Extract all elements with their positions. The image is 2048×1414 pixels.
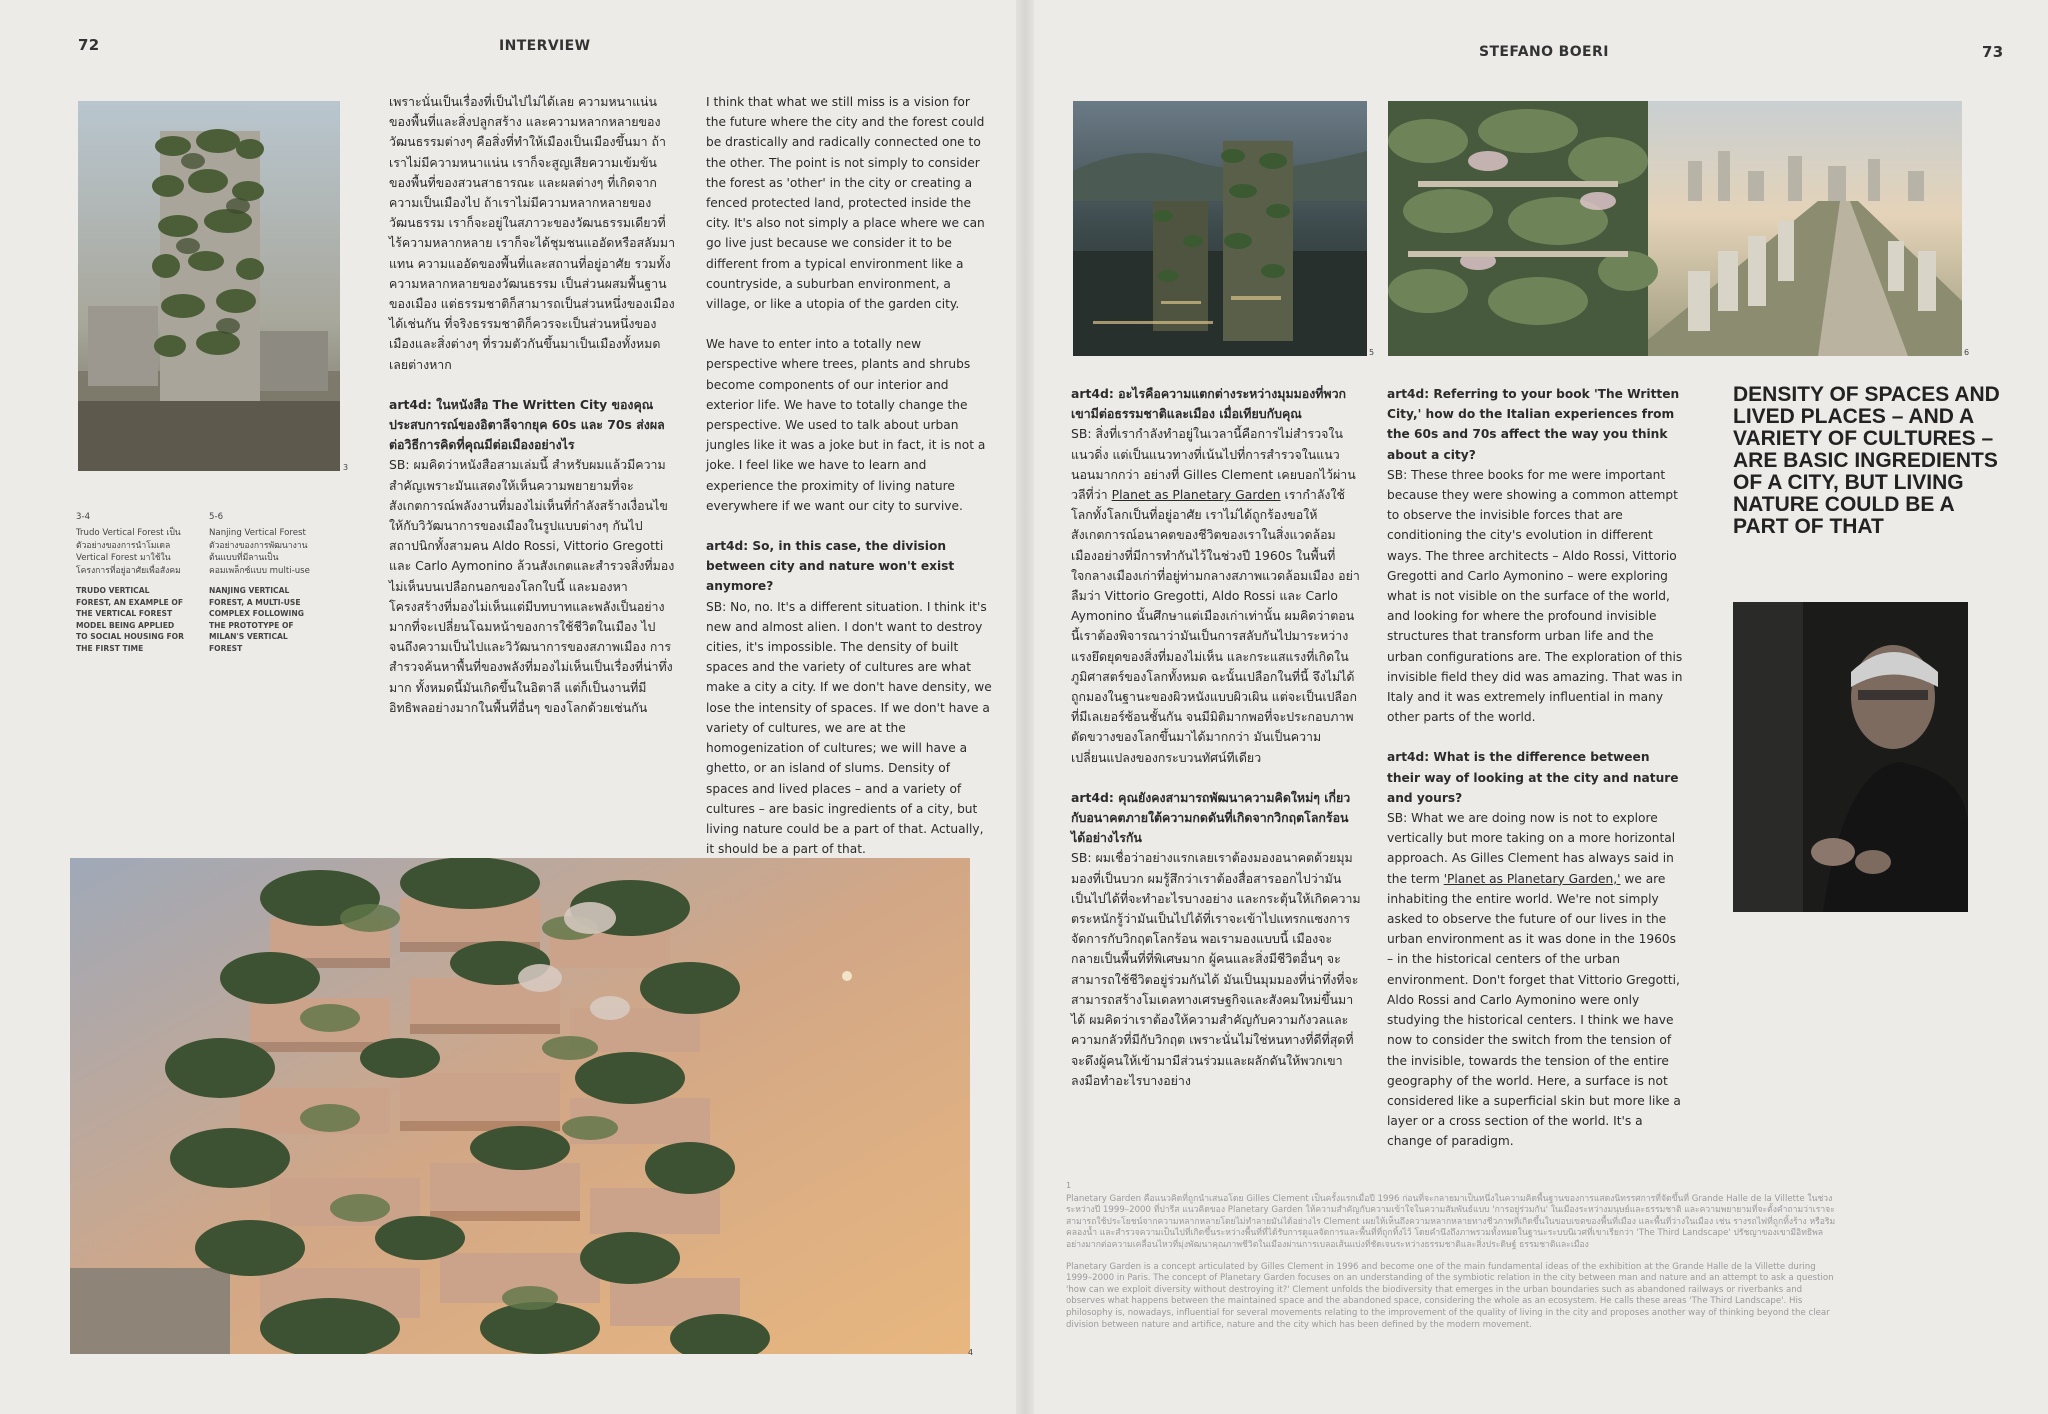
thai-answer-2-part-a: SB: สิ่งที่เรากำลังทำอยู่ในเวลานี้คือการไม่สำรวจในแนวดิ่ง แต่เป็นแนวทางที่เน้นไปที่การสำรวจในแนวนอนมากกว่า อย่างที่ Gilles Clement เคยบอกไว้ผ่านวลีที่ว่า — [1071, 426, 1356, 503]
running-head-right: STEFANO BOERI — [1479, 44, 1609, 60]
thai-answer-1: SB: ผมคิดว่าหนังสือสามเล่มนี้ สำหรับผมแล้วมีความสำคัญเพราะมันแสดงให้เห็นความพยายามที่จะสังเกตการณ์พลังงานที่มองไม่เห็นที่กำลังสร้างเงื่อนไขให้กับวิวัฒนาการของเมืองในรูปแบบต่างๆ กันไป สถาปนิกทั้งสามคน Aldo Rossi, Vittorio Gregotti และ Carlo Aymonino ล้วนสังเกตและสำรวจสิ่งที่มองไม่เห็นบนเปลือกนอกของโลกใบนี้ และมองหาโครงสร้างที่มองไม่เห็นแต่มีบทบาทและพลังเป็นอย่างมากที่จะเปลี่ยนโฉมหน้าของการใช้ชีวิตในเมือง ไปจนถึงความเป็นไปและวิวัฒนาการของสภาพเมือง การสำรวจค้นหาพื้นที่ของพลังที่มองไม่เห็นเป็นเรื่องที่น่าทึ่งมาก ทั้งหมดนี้มันเกิดขึ้นในอิตาลี แต่ก็เป็นงานที่มีอิทธิพลอย่างมากในพื้นที่อื่นๆ ของโลกด้วยเช่นกัน — [389, 457, 675, 715]
page-number-right: 73 — [1982, 43, 2004, 61]
thai-column-right — [1071, 384, 1361, 1111]
book-gutter — [1016, 0, 1034, 1414]
photo-trudo-tower — [78, 101, 340, 471]
photo-nanjing-towers — [1073, 101, 1367, 356]
page-number-left: 72 — [78, 36, 100, 54]
thai-question-3: art4d: คุณยังคงสามารถพัฒนาความคิดใหม่ๆ เกี่ยวกับอนาคตภายใต้ความกดดันที่เกิดจากวิกฤตโลกร้อนได้อย่างไรกัน — [1071, 789, 1351, 846]
footnote-thai: Planetary Garden คือแนวคิดที่ถูกนำเสนอโดย Gilles Clement เป็นครั้งแรกเมื่อปี 1996 ก่อนที่จะกลายมาเป็นหนึ่งในความคิดพื้นฐานของการแสดงนิทรรศการที่จัดขึ้นที่ Grande Halle de la Villette ในช่วงระหว่างปี 1999–2000 ที่ปารีส แนวคิดของ Planetary Garden ให้ความสำคัญกับความเข้าใจในความสัมพันธ์แบบ 'การอยู่ร่วมกัน' ในเมืองระหว่างมนุษย์และธรรมชาติ และความพยายามที่จะตั้งคำถามว่าเราจะสามารถใช้ประโยชน์จากความหลากหลายโดยไม่ทำลายมันได้อย่างไร Clement เผยให้เห็นถึงความหลากหลายทางชีวภาพที่เกิดขึ้นในขอบเขตของพื้นที่เมือง และพื้นที่ว่างในเมือง เช่น รางรถไฟที่ถูกทิ้งร้าง หรือริมคลองน้ำ และสำรวจความเป็นไปที่เกิดขึ้นระหว่างพื้นที่ที่ได้รับการดูแลจัดการและพื้นที่ที่ถูกทิ้งไว้ โดยคำนึงถึงภาพรวมทั้งหมดในฐานะระบบนิเวศที่เขาเรียกว่า 'The Third Landscape' ปรัชญาของเขามีอิทธิพลอย่างมากต่อความเคลื่อนไหวที่มุ่งพัฒนาคุณภาพชีวิตในเมืองผ่านการเบลอเส้นแบ่งที่ชัดเจนระหว่างธรรมชาติและสิ่งประดิษฐ์ ธรรมชาติและเมือง — [1066, 1193, 1836, 1250]
english-question-2: art4d: Referring to your book 'The Written City,' how do the Italian experiences from the 60s and 70s affect the way you think about a city? — [1387, 387, 1680, 462]
footnote — [1066, 1180, 1840, 1331]
caption-3-4-number: 3-4 — [76, 512, 91, 522]
thai-paragraph-1: เพราะนั่นเป็นเรื่องที่เป็นไปไม่ได้เลย ความหนาแน่นของพื้นที่และสิ่งปลูกสร้าง และความหลากหลายของวัฒนธรรมต่างๆ คือสิ่งที่ทำให้เมืองเป็นเมืองขึ้นมา ถ้าเราไม่มีความหนาแน่น เราก็จะสูญเสียความเข้มข้นของพื้นที่ของสวนสาธารณะ และผลต่างๆ ที่เกิดจากความเป็นเมืองไป ถ้าเราไม่มีความหลากหลายของวัฒนธรรม เราก็จะอยู่ในสภาวะของวัฒนธรรมเดียวที่ไร้ความหลากหลาย เราก็จะได้ชุมชนแออัดหรือสลัมมาแทน ความแออัดของพื้นที่และสถานที่อยู่อาศัย รวมทั้งความหลากหลายของวัฒนธรรม เป็นส่วนผสมพื้นฐานของเมือง แต่ธรรมชาติก็สามารถเป็นส่วนหนึ่งของเมืองได้เช่นกัน ที่จริงธรรมชาติก็ควรจะเป็นส่วนหนึ่งของเมืองและสิ่งต่างๆ ที่รวมตัวกันขึ้นมาเป็นเมืองทั้งหมดเลยต่างหาก — [389, 94, 676, 372]
english-paragraph-2: We have to enter into a totally new perspective where trees, plants and shrubs become components of our interior and exterior life. We have to totally change the perspective. We used to talk about urban jungles like it was a joke but in fact, it is not a joke. I feel like we have to learn and experience the proximity of living nature everywhere if we want our city to survive. — [706, 337, 986, 513]
thai-answer-3: SB: ผมเชื่อว่าอย่างแรกเลยเราต้องมองอนาคตด้วยมุมมองที่เป็นบวก ผมรู้สึกว่าเราต้องสื่อสารออกไปว่ามันเป็นไปได้ที่จะทำอะไรบางอย่าง และกระตุ้นให้เกิดความตระหนักรู้ว่ามันเป็นไปได้ที่เราจะเข้าไปแทรกแซงการจัดการกับวิกฤตโลกร้อน พอเรามองแบบนี้ เมืองจะกลายเป็นพื้นที่ที่พิเศษมาก ผู้คนและสิ่งมีชีวิตอื่นๆ จะสามารถใช้ชีวิตอยู่ร่วมกันได้ มันเป็นมุมมองที่น่าทึ่งที่จะสามารถสร้างโมเดลทางเศรษฐกิจและสังคมใหม่ขึ้นมาได้ ผมคิดว่าเราต้องให้ความสำคัญกับความกังวลและความกลัวที่มีกับวิกฤต เพราะนั่นไม่ใช่หนทางที่ดีที่สุดที่จะดึงผู้คนให้เข้ามามีส่วนร่วมและผลักดันให้พวกเขาลงมือทำอะไรบางอย่าง — [1071, 850, 1361, 1088]
english-answer-3-part-b: we are inhabiting the entire world. We're not simply asked to observe the future of our lives in the urban environment as it was done in the 1960s – in the historical centers of the urban environment. Don't forget that Vittorio Gregotti, Aldo Rossi and Carlo Aymonino were only studying the historical centers. I think we have now to consider the switch from the tension of the invisible, towards the tension of the entire geography of the world. Here, a surface is not considered like a superficial skin but more like a layer or a cross section of the world. It's a change of paradigm. — [1387, 871, 1681, 1149]
footnote-english: Planetary Garden is a concept articulated by Gilles Clement in 1996 and become one of the main fundamental ideas of the exhibition at the Grande Halle de la Villette during 1999–2000 in Paris. The concept of Planetary Garden focuses on an understanding of the symbiotic relation in the city between man and nature and an attempt to ask a question 'how can we exploit diversity without destroying it?' Clement unfolds the biodiversity that emerges in the urban boundaries such as abandoned railways or riverbanks and observes what happens between the maintained space and the abandoned space, considering the whole as an ecosystem. He calls these areas 'The Third Landscape'. His philosophy is, nowadays, influential for several movements relating to the improvement of the quality of living in the city and proposes another way of thinking beyond the clear division between nature and artifice, nature and the city which has been defined by the modern movement. — [1066, 1261, 1834, 1330]
caption-5-6 — [209, 511, 314, 655]
figure-number-3: 3 — [343, 463, 349, 472]
caption-5-6-thai: Nanjing Vertical Forest ตัวอย่างของการพัฒนางานต้นแบบที่มีลานเป็นคอมเพล็กซ์แบบ multi-use — [209, 528, 310, 576]
figure-number-5: 5 — [1369, 348, 1375, 357]
thai-question-1: art4d: ในหนังสือ The Written City ของคุณ ประสบการณ์ของอิตาลีจากยุค 60s และ 70s ส่งผลต่อวิธีการคิดที่คุณมีต่อเมืองอย่างไร — [389, 396, 665, 453]
english-answer-2: SB: These three books for me were important because they were showing a common attempt to observe the invisible forces that are conditioning the city's evolution in different ways. The three architects – Aldo Rossi, Vittorio Gregotti and Carlo Aymonino – were exploring what is not visible on the surface of the world, and looking for where the profound invisible structures that transform urban life and the urban configurations are. The exploration of this invisible field they did was amazing. That was in Italy and it was extremely influential in many other parts of the world. — [1387, 467, 1683, 725]
caption-3-4-thai: Trudo Vertical Forest เป็นตัวอย่างของการนำโมเดล Vertical Forest มาใช้ในโครงการที่อยู่อาศัยเพื่อสังคม — [76, 528, 181, 576]
photo-vertical-forest-facade — [70, 858, 970, 1354]
figure-number-4: 4 — [968, 1348, 974, 1357]
caption-5-6-number: 5-6 — [209, 512, 224, 522]
thai-column-left — [389, 92, 677, 738]
thai-question-2: art4d: อะไรคือความแตกต่างระหว่างมุมมองที่พวกเขามีต่อธรรมชาติและเมือง เมื่อเทียบกับคุณ — [1071, 386, 1347, 422]
thai-answer-2-term: Planet as Planetary Garden — [1111, 487, 1281, 503]
caption-3-4 — [76, 511, 186, 655]
english-column-left — [706, 92, 992, 879]
caption-5-6-english: NANJING VERTICAL FOREST, A MULTI-USE COMPLEX FOLLOWING THE PROTOTYPE OF MILAN'S VERTICAL FOREST — [209, 586, 304, 653]
caption-3-4-english: TRUDO VERTICAL FOREST, AN EXAMPLE OF THE VERTICAL FOREST MODEL BEING APPLIED TO SOCIAL HOUSING FOR THE FIRST TIME — [76, 586, 184, 653]
english-answer-1: SB: No, no. It's a different situation. I think it's new and almost alien. I don't want to destroy cities, it's impossible. The density of built spaces and the variety of cultures are what make a city a city. If we don't have density, we lose the intensity of spaces. If we don't have a variety of cultures, we are at the homogenization of cultures; we will have a ghetto, or an island of slums. Density of spaces and lived places – and a variety of cultures – are basic ingredients of a city, but living nature could be a part of that. Actually, it should be a part of that. — [706, 599, 992, 857]
english-answer-3 — [1387, 808, 1685, 1151]
photo-portrait-stefano-boeri — [1733, 602, 1968, 912]
photo-nanjing-aerial — [1388, 101, 1962, 356]
english-column-right — [1387, 384, 1685, 1172]
thai-answer-2 — [1071, 424, 1361, 767]
english-answer-3-part-a: SB: What we are doing now is not to explore vertically but more taking on a more horizontal approach. As Gilles Clement has always said in the term — [1387, 811, 1676, 886]
english-paragraph-1: I think that what we still miss is a vision for the future where the city and the forest could be drastically and radically connected one to the other. The point is not simply to consider the forest as 'other' in the city or creating a fenced protected land, protected inside the city. It's also not simply a place where we can go live just because we consider it to be different from a typical environment like a countryside, a suburban environment, a village, or like a utopia of the garden city. — [706, 95, 985, 312]
english-question-1: art4d: So, in this case, the division between city and nature won't exist anymore? — [706, 539, 955, 594]
footnote-number: 1 — [1066, 1181, 1072, 1190]
english-answer-3-term: 'Planet as Planetary Garden,' — [1443, 871, 1621, 886]
pull-quote: DENSITY OF SPACES AND LIVED PLACES – AND A VARIETY OF CULTURES – ARE BASIC INGREDIENTS OF A CITY, BUT LIVING NATURE COULD BE A PART OF THAT — [1733, 383, 2000, 538]
english-question-3: art4d: What is the difference between their way of looking at the city and nature and yours? — [1387, 750, 1679, 805]
thai-answer-2-part-b: เรากำลังใช้โลกทั้งโลกเป็นที่อยู่อาศัย เราไม่ได้ถูกร้องขอให้สังเกตการณ์อนาคตของชีวิตของเราในสิ่งแวดล้อมเมืองอย่างที่มีการทำกันไว้ในช่วงปี 1960s ในพื้นที่ใจกลางเมืองเก่าที่อยู่ท่ามกลางสภาพแวดล้อมเมือง อย่าลืมว่า Vittorio Gregotti, Aldo Rossi และ Carlo Aymonino นั้นศึกษาแต่เมืองเก่าเท่านั้น ผมคิดว่าตอนนี้เราต้องพิจารณาว่ามันเป็นการสลับกันไปมาระหว่างแรงยึดยุดของสิ่งที่มองไม่เห็น และกระแสแรงที่เกิดในภูมิศาสตร์ของโลกทั้งหมด ฉะนั้นเปลือกในที่นี้ จึงไม่ได้ถูกมองในฐานะของผิวหนังแบบผิวเผิน แต่จะเป็นเปลือกที่มีเลเยอร์ซ้อนชั้นกัน จนมีมิติมากพอที่จะประกอบภาพตัดขวางของโลกขึ้นมาได้มากกว่า มันเป็นความเปลี่ยนแปลงของกระบวนทัศน์ทีเดียว — [1071, 487, 1360, 765]
running-head-left: INTERVIEW — [499, 38, 591, 54]
figure-number-6: 6 — [1964, 348, 1970, 357]
